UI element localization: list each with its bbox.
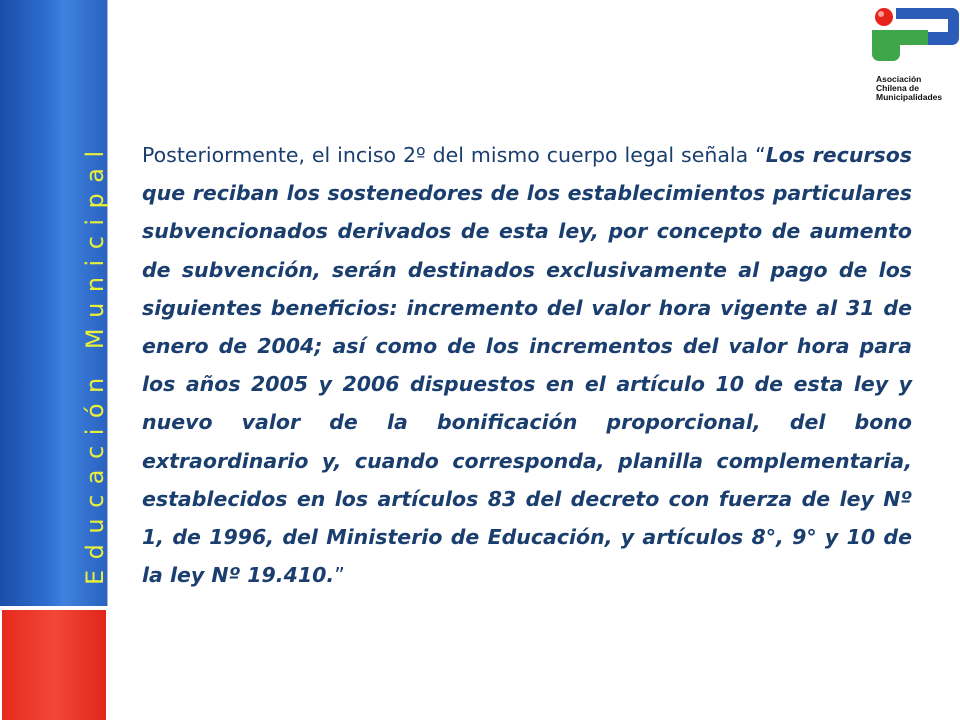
logo-line-1: Asociación [876,74,922,84]
close-quote: ” [334,563,345,588]
body-paragraph [142,136,912,594]
sidebar-title: Educación Municipal [81,140,109,585]
sidebar-red-block [2,610,106,720]
open-quote: “ [755,143,766,167]
logo-line-2: Chilena de [876,83,919,93]
logo-line-3: Municipalidades [876,92,943,102]
logo-caption [876,75,942,102]
intro-text: Posteriormente, el inciso 2º del mismo cuerpo legal señala [142,143,756,167]
legal-quote: Los recursos que reciban los sostenedores de los establecimientos particulares subvencionados derivados de esta ley, por concepto de aumento de subvención, serán destinados exclusivamente al pago de los siguientes beneficios: incremento del valor hora vigente al 31 de enero de 2004; así como de los incrementos del valor hora para los años 2005 y 2006 dispuestos en el artículo 10 de esta ley y nuevo valor de la bonificación proporcional, del bono extraordinario y, cuando corresponda, planilla complementaria, establecidos en los artículos 83 del decreto con fuerza de ley Nº 1, de 1996, del Ministerio de Educación, y artículos 8°, 9° y 10 de la ley Nº 19.410. [142,143,913,588]
